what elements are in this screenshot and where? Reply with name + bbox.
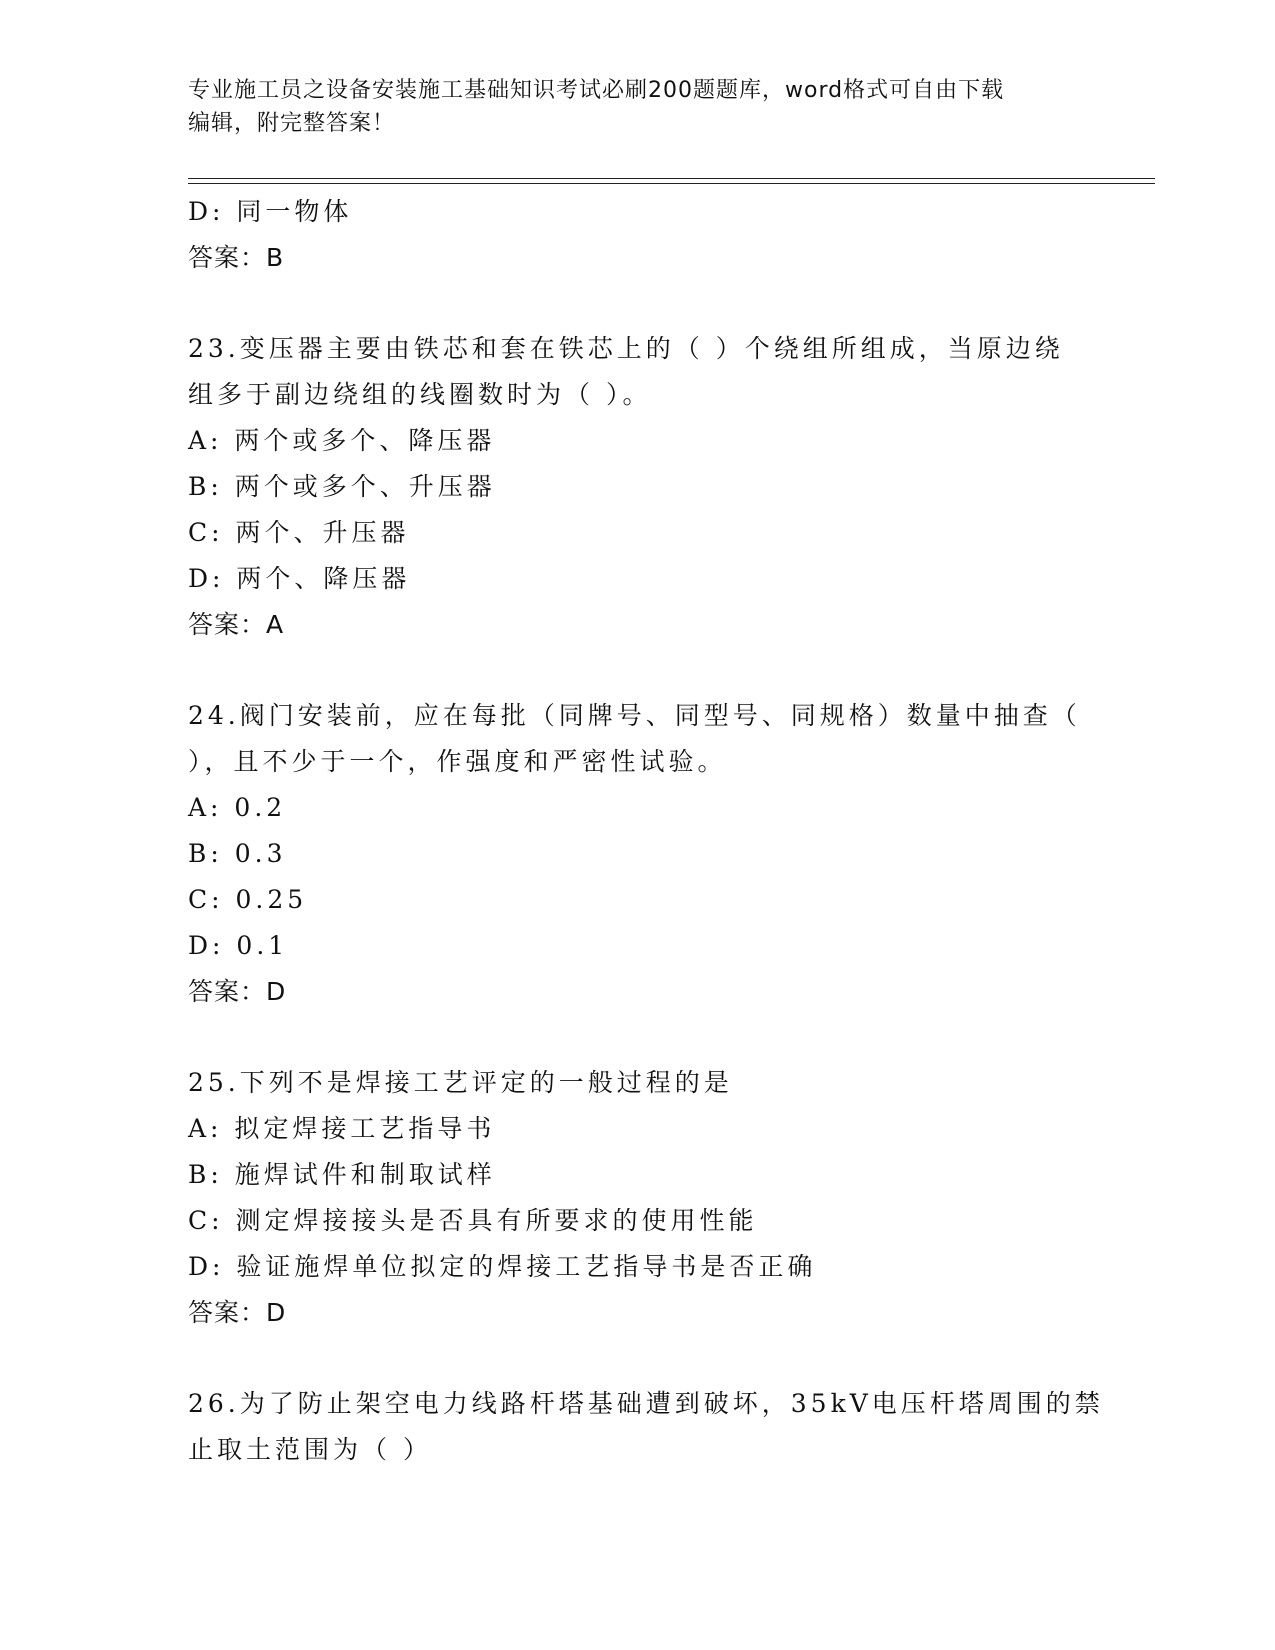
answer-line: 答案：D bbox=[188, 1298, 287, 1327]
option-c: C: 两个、升压器 bbox=[188, 518, 410, 547]
option-c: C: 测定焊接接头是否具有所要求的使用性能 bbox=[188, 1206, 758, 1235]
option-d: D: 0.1 bbox=[188, 931, 289, 960]
previous-question-tail bbox=[188, 189, 1088, 281]
question-stem-line: 26.为了防止架空电力线路杆塔基础遭到破坏，35kV电压杆塔周围的禁 bbox=[188, 1389, 1104, 1418]
question-stem-line: 24.阀门安装前，应在每批（同牌号、同型号、同规格）数量中抽查（ bbox=[188, 701, 1081, 730]
question-list bbox=[188, 189, 1104, 1473]
header-line-1: 专业施工员之设备安装施工基础知识考试必刷200题题库，word格式可自由下载 bbox=[188, 78, 1005, 103]
option-b: B: 两个或多个、升压器 bbox=[188, 472, 496, 501]
header-divider-top bbox=[188, 178, 1155, 179]
option-a: A: 两个或多个、降压器 bbox=[188, 426, 496, 455]
answer-line: 答案：B bbox=[188, 243, 285, 272]
question-stem-line: 止取土范围为（ ） bbox=[188, 1435, 432, 1464]
question-stem-line: 25.下列不是焊接工艺评定的一般过程的是 bbox=[188, 1068, 733, 1097]
option-a: A: 拟定焊接工艺指导书 bbox=[188, 1114, 496, 1143]
option-d: D: 同一物体 bbox=[188, 197, 353, 226]
answer-line: 答案：D bbox=[188, 977, 287, 1006]
question-26 bbox=[188, 1381, 1104, 1473]
header-line-2: 编辑，附完整答案！ bbox=[188, 111, 396, 136]
question-stem-line: 23.变压器主要由铁芯和套在铁芯上的（ ）个绕组所组成，当原边绕 bbox=[188, 334, 1064, 363]
page-header bbox=[188, 74, 1088, 140]
option-a: A: 0.2 bbox=[188, 793, 287, 822]
option-d: D: 验证施焊单位拟定的焊接工艺指导书是否正确 bbox=[188, 1252, 817, 1281]
answer-line: 答案：A bbox=[188, 610, 285, 639]
question-stem-line: ），且不少于一个，作强度和严密性试验。 bbox=[188, 747, 727, 776]
question-24 bbox=[188, 693, 1088, 1015]
question-23 bbox=[188, 326, 1088, 648]
header-divider-bottom bbox=[188, 183, 1155, 184]
question-stem-line: 组多于副边绕组的线圈数时为（ ）。 bbox=[188, 380, 652, 409]
option-d: D: 两个、降压器 bbox=[188, 564, 411, 593]
option-b: B: 施焊试件和制取试样 bbox=[188, 1160, 496, 1189]
option-c: C: 0.25 bbox=[188, 885, 308, 914]
option-b: B: 0.3 bbox=[188, 839, 287, 868]
question-25 bbox=[188, 1060, 1088, 1336]
